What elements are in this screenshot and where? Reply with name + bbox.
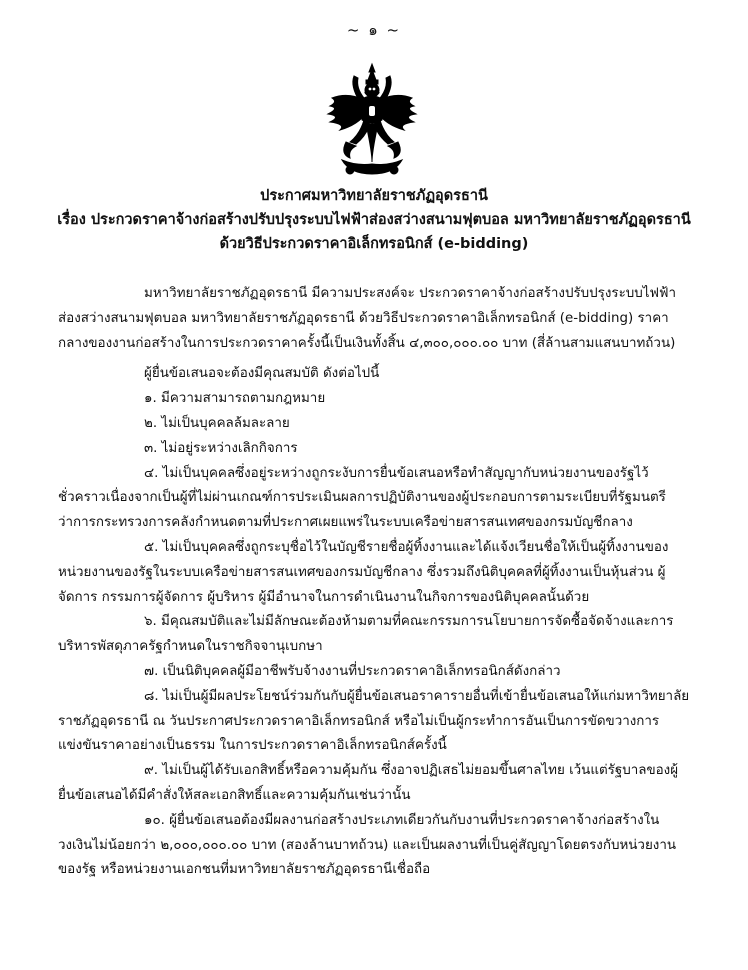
qualification-item: ๑. มีความสามารถตามกฎหมาย (144, 391, 326, 407)
qualification-item: ๙. ไม่เป็นผู้ได้รับเอกสิทธิ์หรือความคุ้มกัน ซึ่งอาจปฏิเสธไม่ยอมขึ้นศาลไทย เว้นแต่รัฐบาลของผู้ยื่นข้อเสนอได้มีคำสั่งให้สละเอกสิทธิ์และความคุ้มกันเช่นว่านั้น (58, 763, 679, 803)
qualification-item: ๘. ไม่เป็นผู้มีผลประโยชน์ร่วมกันกับผู้ยื่นข้อเสนอราคารายอื่นที่เข้ายื่นข้อเสนอให้แก่มหาวิทยาลัยราชภัฏอุดรธานี ณ วันประกาศประกวดราคาอิเล็กทรอนิกส์ หรือไม่เป็นผู้กระทำการอันเป็นการขัดขวางการแข่งขันราคาอย่างเป็นธรรม ในการประกวดราคาอิเล็กทรอนิกส์ครั้งนี้ (58, 688, 690, 754)
qualification-item: ๑๐. ผู้ยื่นข้อเสนอต้องมีผลงานก่อสร้างประเภทเดียวกันกับงานที่ประกวดราคาจ้างก่อสร้างในวงเงินไม่น้อยกว่า ๒,๐๐๐,๐๐๐.๐๐ บาท (สองล้านบาทถ้วน) และเป็นผลงานที่เป็นคู่สัญญาโดยตรงกับหน่วยงานของรัฐ หรือหน่วยงานเอกชนที่มหาวิทยาลัยราชภัฏอุดรธานีเชื่อถือ (58, 812, 677, 878)
garuda-emblem-icon (320, 62, 424, 180)
qualification-item: ๕. ไม่เป็นบุคคลซึ่งถูกระบุชื่อไว้ในบัญชีรายชื่อผู้ทิ้งงานและได้แจ้งเวียนชื่อให้เป็นผู้ทิ้งงานของหน่วยงานของรัฐในระบบเครือข่ายสารสนเทศของกรมบัญชีกลาง ซึ่งรวมถึงนิติบุคคลที่ผู้ทิ้งงานเป็นหุ้นส่วน ผู้จัดการ กรรมการผู้จัดการ ผู้บริหาร ผู้มีอำนาจในการดำเนินงานในกิจการของนิติบุคคลนั้นด้วย (58, 539, 669, 605)
page-number: ~ ๑ ~ (346, 21, 402, 39)
qualification-item: ๔. ไม่เป็นบุคคลซึ่งอยู่ระหว่างถูกระงับการยื่นข้อเสนอหรือทำสัญญากับหน่วยงานของรัฐไว้ชั่วคราวเนื่องจากเป็นผู้ที่ไม่ผ่านเกณฑ์การประเมินผลการปฏิบัติงานของผู้ประกอบการตามระเบียบที่รัฐมนตรีว่าการกระทรวงการคลังกำหนดตามที่ประกาศเผยแพร่ในระบบเครือข่ายสารสนเทศของกรมบัญชีกลาง (58, 465, 666, 531)
qualification-item: ๒. ไม่เป็นบุคคลล้มละลาย (144, 415, 290, 431)
announcement-subject: เรื่อง ประกวดราคาจ้างก่อสร้างปรับปรุงระบบไฟฟ้าส่องสว่างสนามฟุตบอล มหาวิทยาลัยราชภัฏอุดรธานี (57, 212, 691, 228)
qualifications-lead: ผู้ยื่นข้อเสนอจะต้องมีคุณสมบัติ ดังต่อไปนี้ (144, 366, 380, 382)
qualification-item: ๓. ไม่อยู่ระหว่างเลิกกิจการ (144, 440, 298, 456)
qualification-item: ๗. เป็นนิติบุคคลผู้มีอาชีพรับจ้างงานที่ประกวดราคาอิเล็กทรอนิกส์ดังกล่าว (144, 663, 561, 679)
document-body (58, 282, 692, 883)
qualification-item: ๖. มีคุณสมบัติและไม่มีลักษณะต้องห้ามตามที่คณะกรรมการนโยบายการจัดซื้อจัดจ้างและการบริหารพัสดุภาครัฐกำหนดในราชกิจจานุเบกษา (58, 614, 674, 655)
intro-paragraph: มหาวิทยาลัยราชภัฏอุดรธานี มีความประสงค์จะ ประกวดราคาจ้างก่อสร้างปรับปรุงระบบไฟฟ้าส่องสว่างสนามฟุตบอล มหาวิทยาลัยราชภัฏอุดรธานี ด้วยวิธีประกวดราคาอิเล็กทรอนิกส์ (e-bidding) ราคากลางของงานก่อสร้างในการประกวดราคาครั้งนี้เป็นเงินทั้งสิ้น ๔,๓๐๐,๐๐๐.๐๐ บาท (สี่ล้านสามแสนบาทถ้วน) (58, 286, 676, 351)
announcement-method: ด้วยวิธีประกวดราคาอิเล็กทรอนิกส์ (e-bidding) (219, 236, 529, 252)
announcement-title: ประกาศมหาวิทยาลัยราชภัฏอุดรธานี (260, 188, 488, 204)
